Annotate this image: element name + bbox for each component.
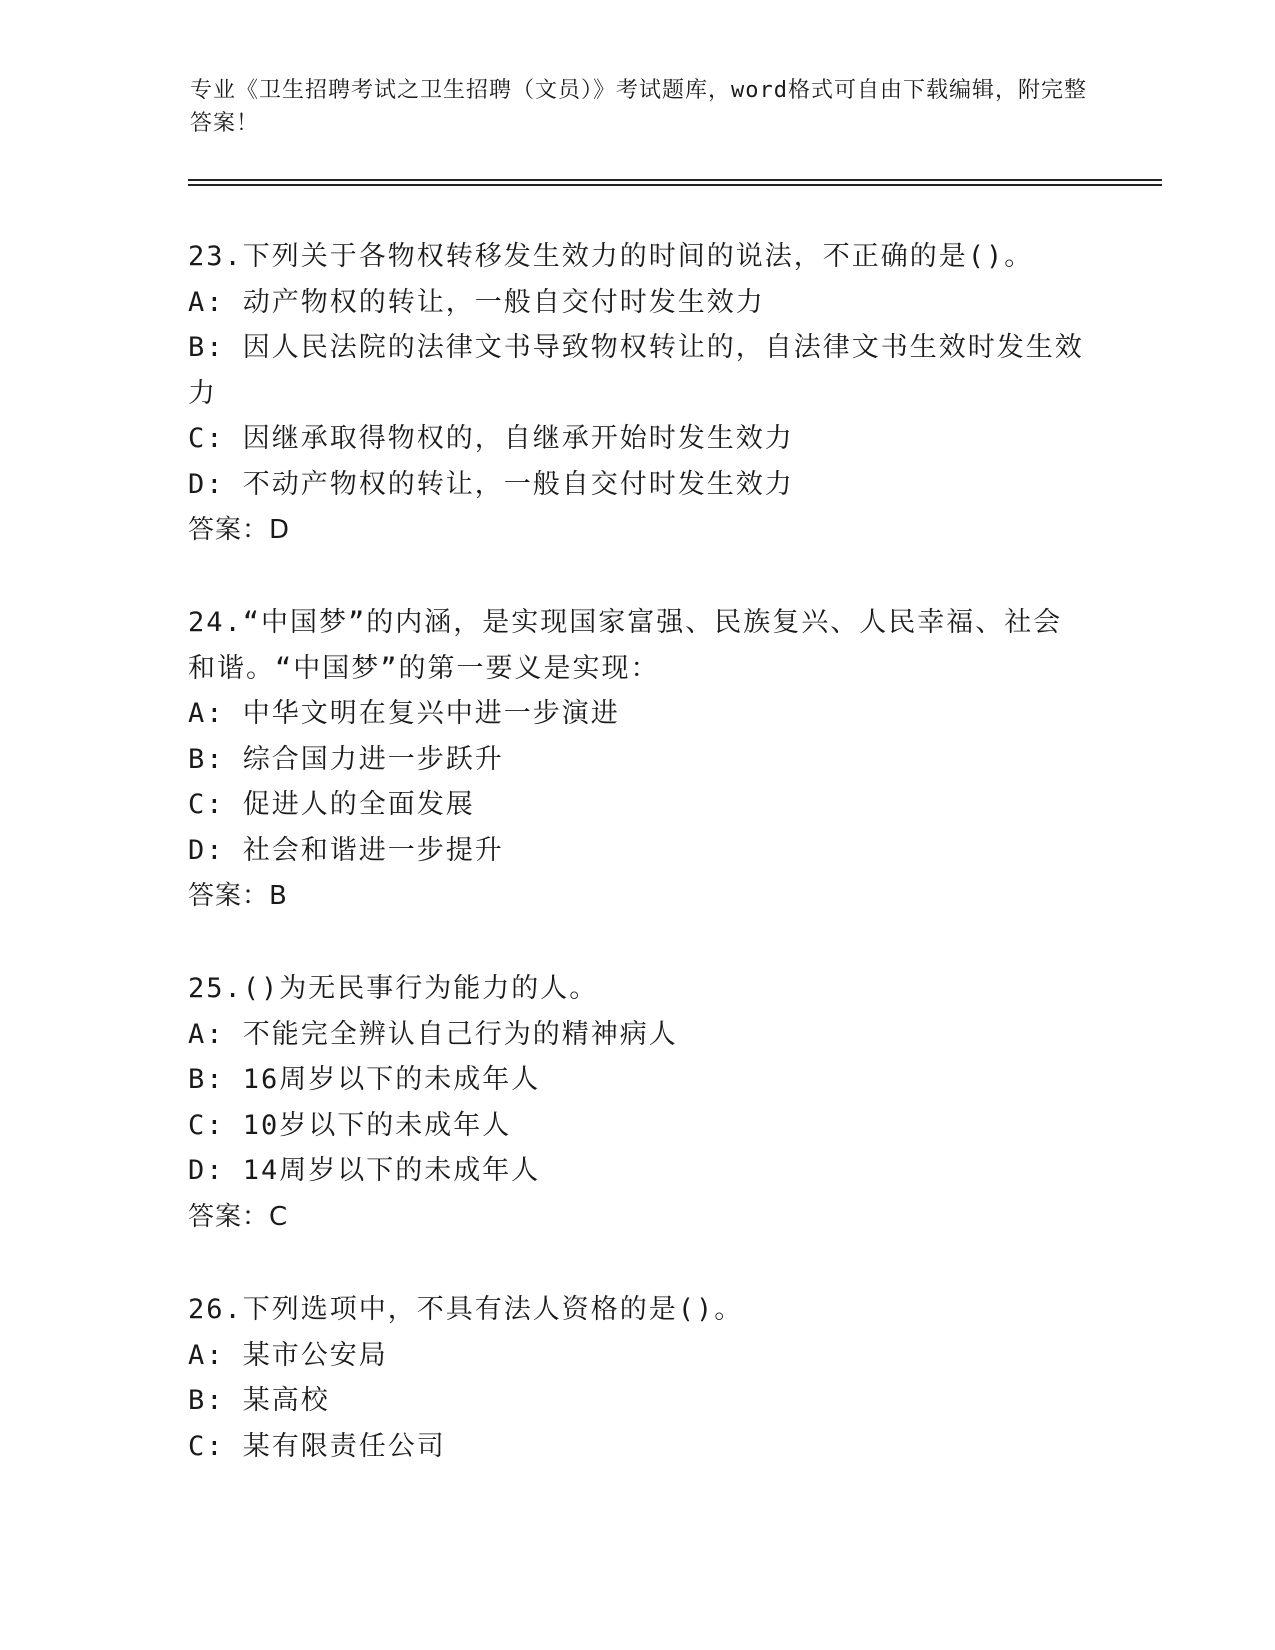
header-divider-bottom: [188, 184, 1162, 186]
option-d: D: 社会和谐进一步提升: [188, 834, 504, 866]
header-divider-top: [188, 179, 1162, 181]
document-header: 专业《卫生招聘考试之卫生招聘（文员）》考试题库，word格式可自由下载编辑，附完整答案！: [190, 78, 1087, 136]
option-a: A: 某市公安局: [188, 1339, 388, 1371]
question-stem: 23.下列关于各物权转移发生效力的时间的说法，不正确的是()。: [188, 241, 1034, 272]
question-26: [188, 1287, 1088, 1469]
question-25: [188, 966, 1088, 1240]
question-24: [188, 600, 1088, 919]
option-c: C: 10岁以下的未成年人: [188, 1109, 512, 1141]
question-stem: 24.“中国梦”的内涵，是实现国家富强、民族复兴、人民幸福、社会和谐。“中国梦”的第一要义是实现：: [188, 607, 1063, 684]
question-stem: 26.下列选项中，不具有法人资格的是()。: [188, 1294, 744, 1325]
option-a: A: 中华文明在复兴中进一步演进: [188, 698, 620, 729]
question-stem: 25.()为无民事行为能力的人。: [188, 973, 599, 1004]
option-d: D: 不动产物权的转让，一般自交付时发生效力: [188, 468, 794, 500]
answer-label: 答案：C: [188, 1201, 289, 1232]
option-c: C: 某有限责任公司: [188, 1430, 446, 1462]
question-23: [188, 234, 1088, 553]
answer-label: 答案：B: [188, 881, 288, 911]
option-c: C: 促进人的全面发展: [188, 789, 475, 820]
option-b: B: 因人民法院的法律文书导致物权转让的，自法律文书生效时发生效力: [188, 332, 1084, 409]
option-c: C: 因继承取得物权的，自继承开始时发生效力: [188, 423, 794, 454]
option-b: B: 16周岁以下的未成年人: [188, 1064, 541, 1095]
option-b: B: 综合国力进一步跃升: [188, 743, 504, 775]
answer-label: 答案：D: [188, 515, 291, 545]
option-b: B: 某高校: [188, 1385, 330, 1416]
option-a: A: 不能完全辨认自己行为的精神病人: [188, 1018, 678, 1050]
option-a: A: 动产物权的转让，一般自交付时发生效力: [188, 286, 765, 318]
option-d: D: 14周岁以下的未成年人: [188, 1155, 541, 1186]
